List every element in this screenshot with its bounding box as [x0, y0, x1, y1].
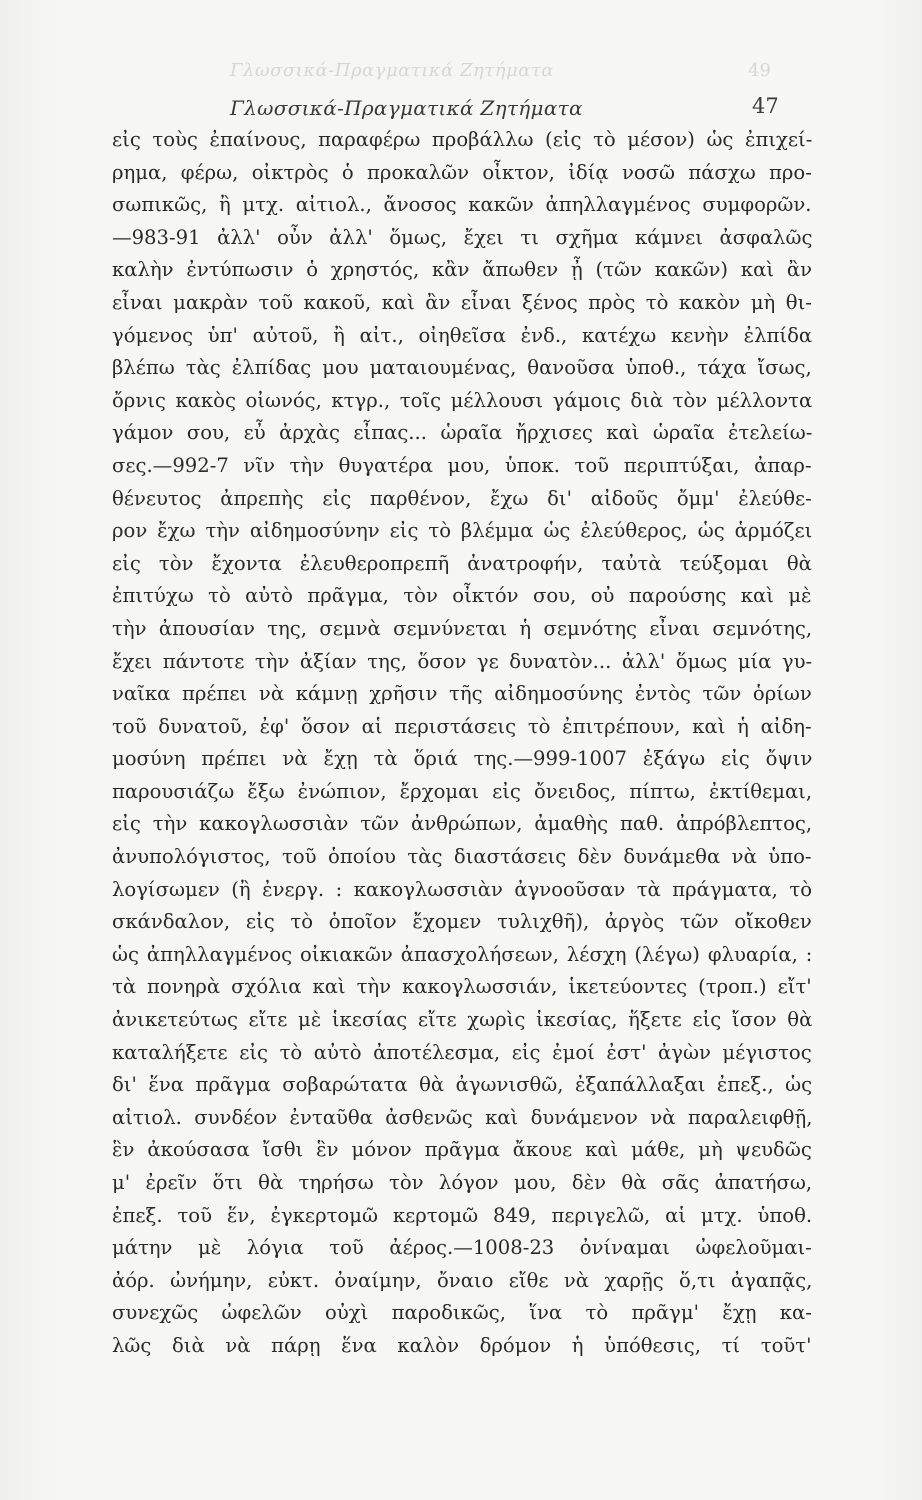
text-line: ἀνικετεύτως εἴτε μὲ ἱκεσίας εἴτε χωρὶς ἱκεσίας, ἥξετε εἰς ἴσον θὰ [112, 1008, 813, 1032]
text-line: σκάνδαλον, εἰς τὸ ὁποῖον ἔχομεν τυλιχθῆ), ἀργὸς τῶν οἴκοθεν [112, 910, 812, 934]
page-number: 47 [752, 94, 779, 118]
text-line: καταλήξετε εἰς τὸ αὐτὸ ἀποτέλεσμα, εἰς ἐμοί ἐστ' ἀγὼν μέγιστος [112, 1040, 812, 1064]
text-line: —983-91 ἀλλ' οὖν ἀλλ' ὅμως, ἔχει τι σχῆμα κάμνει ἀσφαλῶς [112, 225, 813, 249]
text-line: εἰς τοὺς ἐπαίνους, παραφέρω προβάλλω (εἰς τὸ μέσον) ὡς ἐπιχεί- [112, 128, 813, 151]
text-line: εἰς τὴν κακογλωσσιὰν τῶν ἀνθρώπων, ἀμαθὴς παθ. ἀπρόβλεπτος, [112, 812, 813, 836]
text-line: ἀόρ. ὠνήμην, εὐκτ. ὀναίμην, ὄναιο εἴθε νὰ χαρῇς ὅ,τι ἀγαπᾷς, [112, 1268, 813, 1292]
text-line: ὡς ἀπηλλαγμένος οἰκιακῶν ἀπασχολήσεων, λέσχη (λέγω) φλυαρία, : [112, 942, 813, 966]
text-line: ρημα, φέρω, οἰκτρὸς ὁ προκαλῶν οἶκτον, ἰδίᾳ νοσῶ πάσχω προ- [112, 160, 812, 184]
text-line: καλὴν ἐντύπωσιν ὁ χρηστός, κἂν ἄπωθεν ᾖ (τῶν κακῶν) καὶ ἂν [112, 258, 812, 282]
bleed-through-title: Γλωσσικά-Πραγματικά Ζητήματα [230, 60, 554, 81]
text-line: γάμον σου, εὖ ἀρχὰς εἶπας... ὡραῖα ἤρχισες καὶ ὡραῖα ἐτελείω- [112, 421, 813, 445]
text-line: ὄρνις κακὸς οἰωνός, κτγρ., τοῖς μέλλουσι γάμοις διὰ τὸν μέλλοντα [112, 388, 813, 412]
text-line: δι' ἕνα πρᾶγμα σοβαρώτατα θὰ ἀγωνισθῶ, ἐξαπάλλαξαι ἐπεξ., ὡς [112, 1073, 813, 1097]
text-line: τὰ πονηρὰ σχόλια καὶ τὴν κακογλωσσιάν, ἱκετεύοντες (τροπ.) εἴτ' [112, 975, 812, 999]
text-line: αἰτιολ. συνδέον ἐνταῦθα ἀσθενῶς καὶ δυνάμενον νὰ παραλειφθῇ, [112, 1105, 813, 1129]
text-line: ἐπεξ. τοῦ ἕν, ἐγκερτομῶ κερτομῶ 849, περιγελῶ, αἱ μτχ. ὑποθ. [112, 1203, 813, 1227]
text-line: γόμενος ὑπ' αὐτοῦ, ἢ αἰτ., οἰηθεῖσα ἐνδ., κατέχω κενὴν ἐλπίδα [112, 323, 813, 347]
running-title: Γλωσσικά-Πραγματικά Ζητήματα [230, 96, 583, 120]
text-line: λῶς διὰ νὰ πάρῃ ἕνα καλὸν δρόμον ἡ ὑπόθεσις, τί τοῦτ' [112, 1333, 812, 1357]
text-line: θένευτος ἀπρεπὴς εἰς παρθένον, ἔχω δι' αἰδοῦς ὄμμ' ἐλεύθε- [112, 486, 812, 510]
text-line: μοσύνη πρέπει νὰ ἔχῃ τὰ ὅριά της.—999-1007 ἐξάγω εἰς ὄψιν [112, 747, 813, 771]
text-line: λογίσωμεν (ἢ ἐνεργ. : κακογλωσσιὰν ἀγνοοῦσαν τὰ πράγματα, τὸ [112, 877, 812, 901]
text-line: συνεχῶς ὠφελῶν οὐχὶ παροδικῶς, ἵνα τὸ πρᾶγμ' ἔχῃ κα- [112, 1301, 812, 1325]
text-line: βλέπω τὰς ἐλπίδας μου ματαιουμένας, θανοῦσα ὑποθ., τάχα ἴσως, [112, 356, 812, 380]
bleed-through-page-number: 49 [748, 60, 771, 81]
text-line: ἐπιτύχω τὸ αὐτὸ πρᾶγμα, τὸν οἶκτόν σου, οὐ παρούσης καὶ μὲ [112, 584, 812, 608]
text-line: μ' ἐρεῖν ὅτι θὰ τηρήσω τὸν λόγον μου, δὲν θὰ σᾶς ἀπατήσω, [112, 1171, 813, 1194]
text-line: ναῖκα πρέπει νὰ κάμνῃ χρῆσιν τῆς αἰδημοσύνης ἐντὸς τῶν ὁρίων [112, 682, 812, 706]
text-line: ρον ἔχω τὴν αἰδημοσύνην εἰς τὸ βλέμμα ὡς ἐλεύθερος, ὡς ἁρμόζει [112, 519, 813, 543]
text-line: εἶναι μακρὰν τοῦ κακοῦ, καὶ ἂν εἶναι ξένος πρὸς τὸ κακὸν μὴ θι- [112, 290, 812, 314]
text-line: σωπικῶς, ἢ μτχ. αἰτιολ., ἄνοσος κακῶν ἀπηλλαγμένος συμφορῶν. [112, 193, 812, 217]
text-line: ἓν ἀκούσασα ἴσθι ἓν μόνον πρᾶγμα ἄκουε καὶ μάθε, μὴ ψευδῶς [112, 1138, 812, 1162]
text-line: εἰς τὸν ἔχοντα ἐλευθεροπρεπῆ ἀνατροφήν, ταὐτὰ τεύξομαι θὰ [112, 551, 812, 575]
text-line: παρουσιάζω ἔξω ἐνώπιον, ἔρχομαι εἰς ὄνειδος, πίπτω, ἐκτίθεμαι, [112, 779, 813, 803]
text-line: ἔχει πάντοτε τὴν ἀξίαν της, ὅσον γε δυνατὸν... ἀλλ' ὅμως μία γυ- [112, 649, 813, 673]
text-line: σες.—992-7 νῖν τὴν θυγατέρα μου, ὑποκ. τοῦ περιπτύξαι, ἀπαρ- [112, 453, 812, 477]
text-line: μάτην μὲ λόγια τοῦ ἀέρος.—1008-23 ὀνίναμαι ὠφελοῦμαι- [112, 1236, 812, 1260]
commentary-text [112, 124, 812, 1363]
text-line: ἀνυπολόγιστος, τοῦ ὁποίου τὰς διαστάσεις δὲν δυνάμεθα νὰ ὑπο- [112, 845, 812, 869]
text-line: τοῦ δυνατοῦ, ἐφ' ὅσον αἱ περιστάσεις τὸ ἐπιτρέπουν, καὶ ἡ αἰδη- [112, 714, 812, 738]
text-line: τὴν ἀπουσίαν της, σεμνὰ σεμνύνεται ἡ σεμνότης εἶναι σεμνότης, [112, 616, 813, 640]
